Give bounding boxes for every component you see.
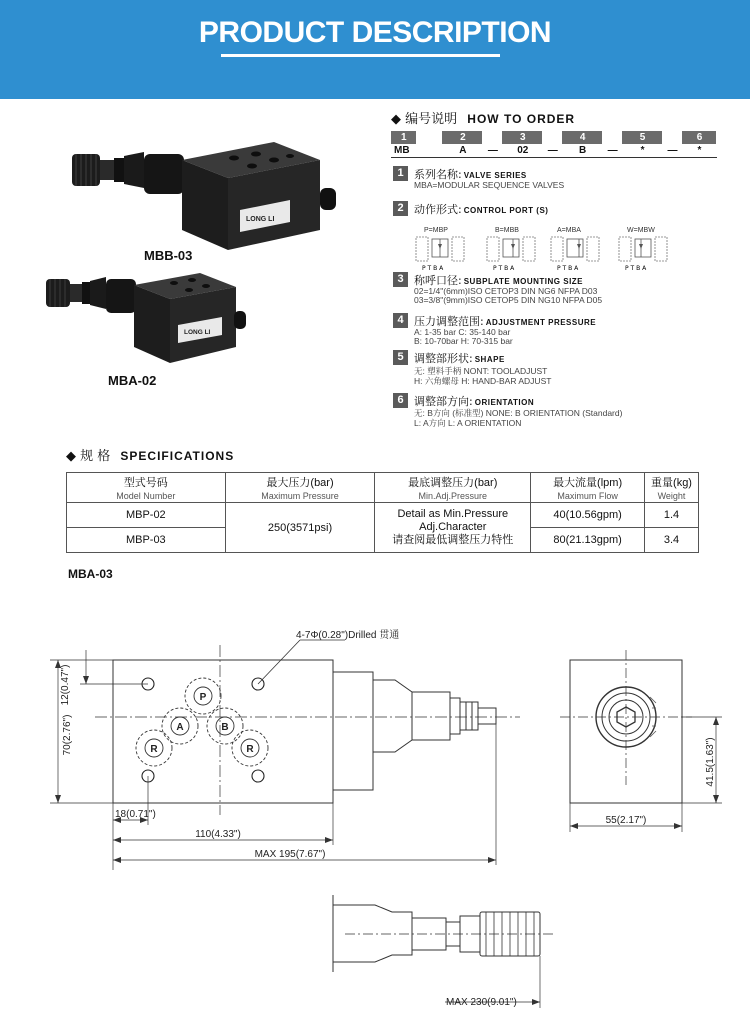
spec-header: 型式号码 Model Number [67,473,226,503]
option-heading: 调整部方向: ORIENTATION [414,395,535,408]
adjuster-sleeve [412,692,450,740]
dim-side-height: 41.5(1.63") [705,737,716,787]
page-title: PRODUCT DESCRIPTION [198,16,552,49]
spec-model: MBP-03 [67,528,226,553]
product-photo-mba-02 [44,267,250,367]
option-number: 6 [393,393,408,408]
order-code: 02 [503,144,543,157]
technical-drawing [0,600,750,1023]
port-label-p: P [199,692,207,703]
order-position [417,131,443,144]
spec-header: 重量(kg) Weight [645,473,699,503]
order-code [417,144,443,157]
spec-weight: 3.4 [645,528,699,553]
diamond-icon: ◆ [66,449,76,464]
adjuster-housing [333,672,373,790]
order-code: * [623,144,663,157]
option-line: L: A方向 L: A ORIENTATION [414,418,522,428]
order-position: 1 [391,131,417,144]
order-code: — [603,144,623,157]
option-number: 3 [393,272,408,287]
specifications-table [66,472,699,553]
adjuster-collar [450,698,460,734]
port-label-b: B [221,722,229,733]
spec-weight: 1.4 [645,503,699,528]
order-position [663,131,683,144]
option-line: B: 10-70bar H: 70-315 bar [414,336,513,346]
order-position [543,131,563,144]
option-number: 4 [393,313,408,328]
spec-flow: 40(10.56gpm) [531,503,645,528]
symbol-ports: P T B A [422,265,444,272]
order-position: 2 [443,131,483,144]
option-line: A: 1-35 bar C: 35-140 bar [414,327,511,337]
order-code: — [543,144,563,157]
valve-symbol-icon [412,235,468,275]
option-heading: 系列名称: VALVE SERIES [414,168,527,181]
symbol-label: P=MBP [424,227,448,234]
symbol-label: A=MBA [557,227,581,234]
option-heading: 动作形式: CONTROL PORT (S) [414,203,549,216]
valve-symbol-icon [547,235,603,275]
order-position [483,131,503,144]
order-code: — [483,144,503,157]
port-label-r: R [150,744,158,755]
order-code: * [682,144,716,157]
brand-label: LONG LI [246,216,275,223]
diamond-icon: ◆ [391,112,401,127]
order-position: 6 [682,131,716,144]
order-position: 3 [503,131,543,144]
option-heading: 压力调整范围: ADJUSTMENT PRESSURE [414,315,597,328]
product-caption-mba-02: MBA-02 [108,373,157,388]
dim-side-width: 55(2.17") [605,815,647,826]
how-to-order-zh: 编号说明 [405,112,458,127]
symbol-ports: P T B A [557,265,579,272]
option-line: MBA=MODULAR SEQUENCE VALVES [414,180,565,190]
order-position: 5 [623,131,663,144]
symbol-label: B=MBB [495,227,519,234]
how-to-order-heading [391,108,575,127]
dim-max-length: MAX 195(7.67") [254,849,326,860]
dim-height: 70(2.76") [62,714,73,756]
symbol-ports: P T B A [625,265,647,272]
option-line: H: 六角螺母 H: HAND-BAR ADJUST [414,376,552,386]
brand-label: LONG LI [184,329,211,336]
drawing-label: MBA-03 [68,567,113,581]
option-number: 2 [393,201,408,216]
adjust-screw [478,708,496,724]
order-position: 4 [563,131,603,144]
spec-header: 最底调整压力(bar) Min.Adj.Pressure [375,473,531,503]
order-code-table [391,131,717,158]
spec-header: 最大流量(lpm) Maximum Flow [531,473,645,503]
option-line: 无: 塑料手柄 NONT: TOOLADJUST [414,366,548,376]
order-position [603,131,623,144]
symbol-ports: P T B A [493,265,515,272]
specifications-en: SPECIFICATIONS [120,449,235,463]
spec-model: MBP-02 [67,503,226,528]
option-line: 03=3/8"(9mm)ISO CETOP5 DIN NG10 NFPA D05 [414,295,603,305]
port-label-a: A [176,722,184,733]
header-banner [0,0,750,99]
valve-symbol-icon [615,235,671,275]
order-code: — [663,144,683,157]
spec-min-adj-pressure: Detail as Min.Pressure Adj.Character 请查阅最低调整压力特性 [375,503,531,553]
port-label-r: R [246,744,254,755]
option-line: 无: B方向 (标准型) NONE: B ORIENTATION (Standard) [414,408,623,418]
option-line: 02=1/4"(6mm)ISO CETOP3 DIN NG6 NFPA D03 [414,286,598,296]
valve-symbol-icon [483,235,539,275]
specifications-zh: 规 格 [80,449,111,464]
order-code: MB [391,144,417,157]
specifications-heading [66,445,234,464]
option-number: 5 [393,350,408,365]
option-heading: 调整部形状: SHAPE [414,352,505,365]
hole-callout: 4-7Φ(0.28")Drilled 贯通 [296,630,400,641]
lock-nut [460,702,478,730]
dim-left-offset: 18(0.71") [115,809,156,820]
order-code: A [443,144,483,157]
spec-max-pressure: 250(3571psi) [225,503,375,553]
product-caption-mbb-03: MBB-03 [144,248,193,263]
symbol-label: W=MBW [627,227,655,234]
dim-body-length: 110(4.33") [195,829,241,840]
product-photo-mbb-03 [64,138,340,254]
how-to-order-en: HOW TO ORDER [467,112,576,126]
adjuster-taper [373,680,412,752]
spec-flow: 80(21.13gpm) [531,528,645,553]
title-underline [221,54,500,57]
order-code: B [563,144,603,157]
spec-header: 最大压力(bar) Maximum Pressure [225,473,375,503]
option-number: 1 [393,166,408,181]
dim-handle-max: MAX 230(9.01") [446,997,517,1008]
dim-top: 12(0.47") [60,664,71,706]
option-heading: 称呼口径: SUBPLATE MOUNTING SIZE [414,274,584,287]
